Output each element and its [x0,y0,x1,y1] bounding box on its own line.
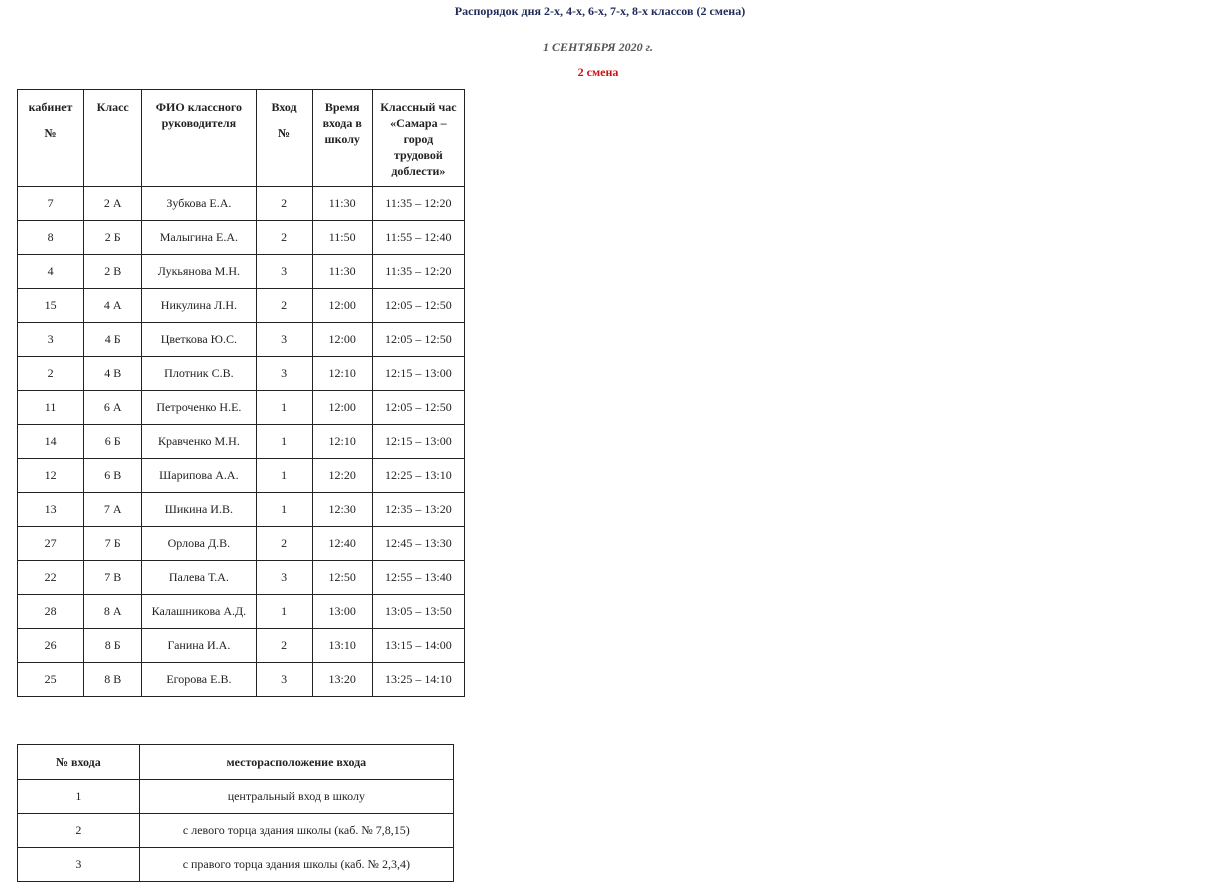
date-heading: 1 СЕНТЯБРЯ 2020 г. [543,40,653,54]
header-class [84,90,142,187]
class-hour-cell: 12:15 – 13:00 [372,425,464,459]
table-row [18,848,454,882]
table-row [18,629,465,663]
teacher-cell: Никулина Л.Н. [142,289,256,323]
room-cell: 13 [18,493,84,527]
entrance-cell: 1 [256,459,312,493]
table-row [18,289,465,323]
table-row [18,595,465,629]
entrance-cell: 2 [256,527,312,561]
class-hour-cell: 11:35 – 12:20 [372,187,464,221]
room-cell: 15 [18,289,84,323]
class-hour-cell: 12:05 – 12:50 [372,323,464,357]
entry-time-cell: 13:20 [312,663,372,697]
schedule-table [17,89,465,697]
entrance-cell: 2 [256,629,312,663]
class-hour-cell: 13:15 – 14:00 [372,629,464,663]
class-hour-cell: 11:35 – 12:20 [372,255,464,289]
teacher-cell: Цветкова Ю.С. [142,323,256,357]
entrances-table [17,744,454,882]
entrance-cell: 3 [256,255,312,289]
room-cell: 28 [18,595,84,629]
entry-time-cell: 12:30 [312,493,372,527]
teacher-cell: Кравченко М.Н. [142,425,256,459]
table-row [18,391,465,425]
entrances-header-row [18,745,454,780]
room-cell: 7 [18,187,84,221]
entry-time-cell: 12:20 [312,459,372,493]
class-hour-cell: 13:05 – 13:50 [372,595,464,629]
class-cell: 8 В [84,663,142,697]
entrance-cell: 1 [256,493,312,527]
entry-time-cell: 11:50 [312,221,372,255]
room-cell: 26 [18,629,84,663]
entrance-cell: 3 [256,323,312,357]
class-hour-cell: 12:45 – 13:30 [372,527,464,561]
class-hour-cell: 12:15 – 13:00 [372,357,464,391]
schedule-header-row [18,90,465,187]
table-row [18,663,465,697]
table-row [18,187,465,221]
entry-time-cell: 13:10 [312,629,372,663]
class-cell: 6 А [84,391,142,425]
entry-time-cell: 12:00 [312,391,372,425]
entry-time-cell: 12:00 [312,289,372,323]
room-cell: 27 [18,527,84,561]
table-row [18,780,454,814]
teacher-cell: Орлова Д.В. [142,527,256,561]
entrance-cell: 2 [256,289,312,323]
room-cell: 12 [18,459,84,493]
header-class-hour [372,90,464,187]
teacher-cell: Шарипова А.А. [142,459,256,493]
entrance-cell: 1 [256,391,312,425]
room-cell: 8 [18,221,84,255]
teacher-cell: Егорова Е.В. [142,663,256,697]
teacher-cell: Плотник С.В. [142,357,256,391]
header-entrance-number: № входа [18,745,140,780]
entry-time-cell: 12:00 [312,323,372,357]
table-row [18,255,465,289]
entry-time-cell: 11:30 [312,255,372,289]
room-cell: 22 [18,561,84,595]
class-cell: 8 Б [84,629,142,663]
class-cell: 2 А [84,187,142,221]
class-cell: 7 Б [84,527,142,561]
table-row [18,357,465,391]
teacher-cell: Малыгина Е.А. [142,221,256,255]
teacher-cell: Лукьянова М.Н. [142,255,256,289]
header-entrance-label: Вход [271,100,297,114]
entrance-cell: 2 [256,221,312,255]
class-cell: 2 Б [84,221,142,255]
room-cell: 25 [18,663,84,697]
class-cell: 7 В [84,561,142,595]
entrance-number-cell: 1 [18,780,140,814]
entry-time-cell: 12:10 [312,357,372,391]
room-cell: 3 [18,323,84,357]
header-class-hour-line2: «Самара – [390,116,447,130]
header-teacher [142,90,256,187]
table-row [18,221,465,255]
class-cell: 6 Б [84,425,142,459]
entry-time-cell: 11:30 [312,187,372,221]
header-class-hour-line5: доблести» [391,164,446,178]
room-cell: 11 [18,391,84,425]
entry-time-cell: 12:50 [312,561,372,595]
header-class-hour-line4: трудовой [393,148,443,162]
class-cell: 6 В [84,459,142,493]
class-hour-cell: 12:55 – 13:40 [372,561,464,595]
entry-time-cell: 12:40 [312,527,372,561]
entrance-cell: 2 [256,187,312,221]
entry-time-cell: 13:00 [312,595,372,629]
header-class-hour-line3: город [403,132,434,146]
class-cell: 2 В [84,255,142,289]
room-cell: 14 [18,425,84,459]
entrance-cell: 3 [256,561,312,595]
entrance-cell: 1 [256,425,312,459]
entrance-cell: 3 [256,663,312,697]
header-entrance-location: месторасположение входа [139,745,453,780]
entrance-location-cell: с левого торца здания школы (каб. № 7,8,15) [139,814,453,848]
header-teacher-line1: ФИО классного [155,100,243,114]
header-room-label: кабинет [28,100,73,114]
class-hour-cell: 12:35 – 13:20 [372,493,464,527]
header-time-line3: школу [324,132,360,146]
class-cell: 4 Б [84,323,142,357]
entry-time-cell: 12:10 [312,425,372,459]
teacher-cell: Зубкова Е.А. [142,187,256,221]
shift-heading: 2 смена [577,65,619,79]
class-hour-cell: 13:25 – 14:10 [372,663,464,697]
teacher-cell: Калашникова А.Д. [142,595,256,629]
page-title: Распорядок дня 2-х, 4-х, 6-х, 7-х, 8-х классов (2 смена) [454,4,746,18]
entrance-location-cell: центральный вход в школу [139,780,453,814]
table-row [18,527,465,561]
teacher-cell: Ганина И.А. [142,629,256,663]
header-time-line2: входа в [322,116,362,130]
header-room-number-sign: № [44,126,57,140]
teacher-cell: Шикина И.В. [142,493,256,527]
entrance-cell: 3 [256,357,312,391]
class-hour-cell: 12:25 – 13:10 [372,459,464,493]
table-row [18,493,465,527]
header-class-hour-line1: Классный час [380,100,457,114]
teacher-cell: Палева Т.А. [142,561,256,595]
header-entrance [256,90,312,187]
entrance-location-cell: с правого торца здания школы (каб. № 2,3,4) [139,848,453,882]
class-hour-cell: 12:05 – 12:50 [372,391,464,425]
header-room [18,90,84,187]
header-time-line1: Время [324,100,360,114]
class-cell: 7 А [84,493,142,527]
room-cell: 2 [18,357,84,391]
class-cell: 4 А [84,289,142,323]
room-cell: 4 [18,255,84,289]
header-teacher-line2: руководителя [161,116,237,130]
entrance-cell: 1 [256,595,312,629]
entrance-number-cell: 2 [18,814,140,848]
entrance-number-cell: 3 [18,848,140,882]
header-class-label: Класс [96,100,129,114]
table-row [18,323,465,357]
class-hour-cell: 11:55 – 12:40 [372,221,464,255]
table-row [18,561,465,595]
header-entrance-number-sign: № [278,126,291,140]
table-row [18,814,454,848]
table-row [18,459,465,493]
table-row [18,425,465,459]
header-time [312,90,372,187]
class-cell: 8 А [84,595,142,629]
class-hour-cell: 12:05 – 12:50 [372,289,464,323]
teacher-cell: Петроченко Н.Е. [142,391,256,425]
class-cell: 4 В [84,357,142,391]
